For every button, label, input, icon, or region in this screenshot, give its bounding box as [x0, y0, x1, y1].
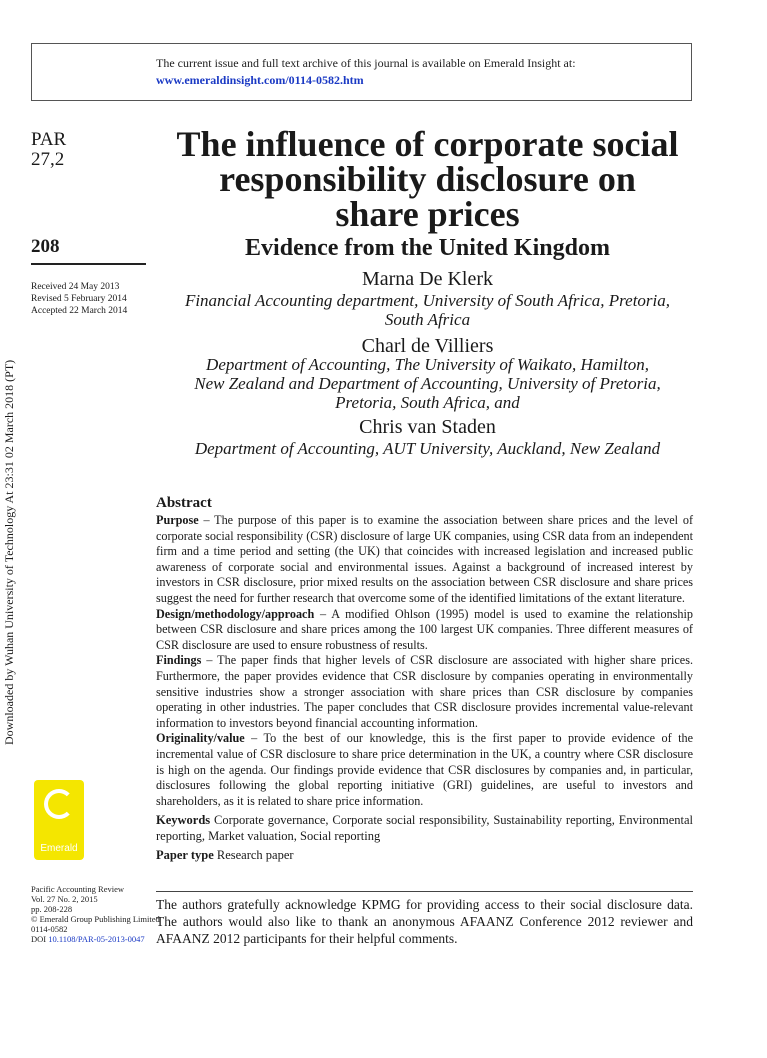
accepted-date: Accepted 22 March 2014 [31, 306, 128, 316]
design-text: – A modified Ohlson (1995) model is used to examine the relationship between CSR disclosure and share prices among the 100 largest UK companies. Three different measures of CSR disclosure are used to ensure robustness of results. [156, 606, 693, 652]
affiliation-line: Department of Accounting, The University of Waikato, Hamilton, [206, 355, 649, 374]
affiliation-line: Department of Accounting, AUT University, Auckland, New Zealand [194, 439, 661, 458]
affiliation-line: South Africa [384, 310, 471, 329]
purpose-label: Purpose [156, 513, 199, 527]
paper-type-text: Research paper [213, 848, 294, 863]
title-line: share prices [335, 194, 520, 234]
affiliation-line: New Zealand and Department of Accounting, University of Pretoria, [194, 374, 661, 393]
access-notice-text: The current issue and full text archive of this journal is available on Emerald Insight at: [156, 56, 576, 70]
design-label: Design/methodology/approach [156, 606, 315, 621]
affiliation-line: Financial Accounting department, University of South Africa, Pretoria, [184, 291, 671, 310]
author-name: Chris van Staden [359, 416, 496, 438]
findings-text: – The paper finds that higher levels of CSR disclosure are associated with higher share prices. Furthermore, the paper provides evidence that CSR disclosure by companies operating in environmentally sensitive industries show a stronger association with share prices than CSR disclosure by companies operating in other industries. The paper concludes that CSR disclosure provides incremental value-relevant information to investors beyond financial accounting information. [156, 653, 693, 730]
received-date: Received 24 May 2013 [31, 282, 120, 292]
article-subtitle: Evidence from the United Kingdom [245, 235, 610, 261]
journal-url-link[interactable]: www.emeraldinsight.com/0114-0582.htm [156, 73, 364, 87]
author-affiliation [150, 439, 705, 458]
page-number: 208 [31, 236, 60, 257]
acknowledgement: The authors gratefully acknowledge KPMG for providing access to their social disclosure data. The authors would also like to thank an anonymous AFAANZ Conference 2012 reviewer and AFAANZ 2012 participants for their helpful comments. [156, 897, 693, 946]
pub-doi [31, 934, 145, 944]
abstract-keywords [156, 813, 693, 844]
abstract-heading: Abstract [156, 495, 212, 511]
journal-volume: 27,2 [31, 149, 65, 170]
revised-date: Revised 5 February 2014 [31, 294, 127, 304]
findings-label: Findings [156, 653, 202, 668]
pub-copyright: © Emerald Group Publishing Limited [31, 914, 160, 924]
abstract-purpose [156, 513, 693, 607]
emerald-ring-icon [44, 789, 74, 819]
pub-volume: Vol. 27 No. 2, 2015 [31, 894, 98, 904]
author-affiliation [150, 355, 705, 412]
page-number-rule [31, 263, 146, 265]
purpose-text: – The purpose of this paper is to examine the association between share prices and the level of corporate social responsibility (CSR) disclosure of large UK companies, using CSR data from an independent firm and a time period and setting (the UK) that coincides with increased legislation and increased public awareness of corporate social and environmental issues. Against a background of increased interest by investors in CSR disclosure, prior mixed results on the association between CSR disclosure and share prices suggest the need for further research that overcome some of the identified limitations of the extant literature. [156, 513, 693, 605]
doi-link[interactable]: 10.1108/PAR-05-2013-0047 [48, 934, 145, 944]
abstract-originality [156, 731, 693, 809]
paper-type-label: Paper type [156, 848, 214, 863]
divider [156, 891, 693, 892]
access-notice-box [31, 43, 692, 101]
originality-text: – To the best of our knowledge, this is the first paper to provide evidence of the incremental value of CSR disclosure to share price determination in the UK, a country where CSR disclosure is high on the agenda. Our findings provide evidence that CSR disclosures by companies and, in particular, disclosures following the global reporting initiative (GRI) guidelines, are useful to investors and shareholders, as it is related to share price information. [156, 731, 693, 808]
journal-abbreviation: PAR [31, 129, 67, 150]
author-affiliation [150, 291, 705, 329]
abstract-paper-type [156, 848, 693, 864]
pub-pages: pp. 208-228 [31, 904, 73, 914]
title-line: responsibility disclosure on [219, 159, 636, 199]
pub-doi-label: DOI [31, 934, 47, 944]
article-title [150, 124, 705, 234]
title-line: The influence of corporate social [176, 124, 679, 164]
abstract-body [156, 513, 693, 864]
originality-label: Originality/value [156, 731, 245, 746]
author-name: Charl de Villiers [361, 335, 494, 357]
download-notice: Downloaded by Wuhan University of Technology At 23:31 02 March 2018 (PT) [2, 359, 16, 745]
author-name: Marna De Klerk [361, 268, 494, 290]
pub-journal: Pacific Accounting Review [31, 884, 125, 894]
affiliation-line: Pretoria, South Africa, and [335, 393, 520, 412]
abstract-design [156, 607, 693, 654]
keywords-text: Corporate governance, Corporate social responsibility, Sustainability reporting, Environmental reporting, Market valuation, Social reporting [156, 813, 693, 843]
abstract-findings [156, 653, 693, 731]
keywords-label: Keywords [156, 813, 211, 828]
pub-issn: 0114-0582 [31, 924, 68, 934]
emerald-logo-text: Emerald [40, 843, 78, 854]
